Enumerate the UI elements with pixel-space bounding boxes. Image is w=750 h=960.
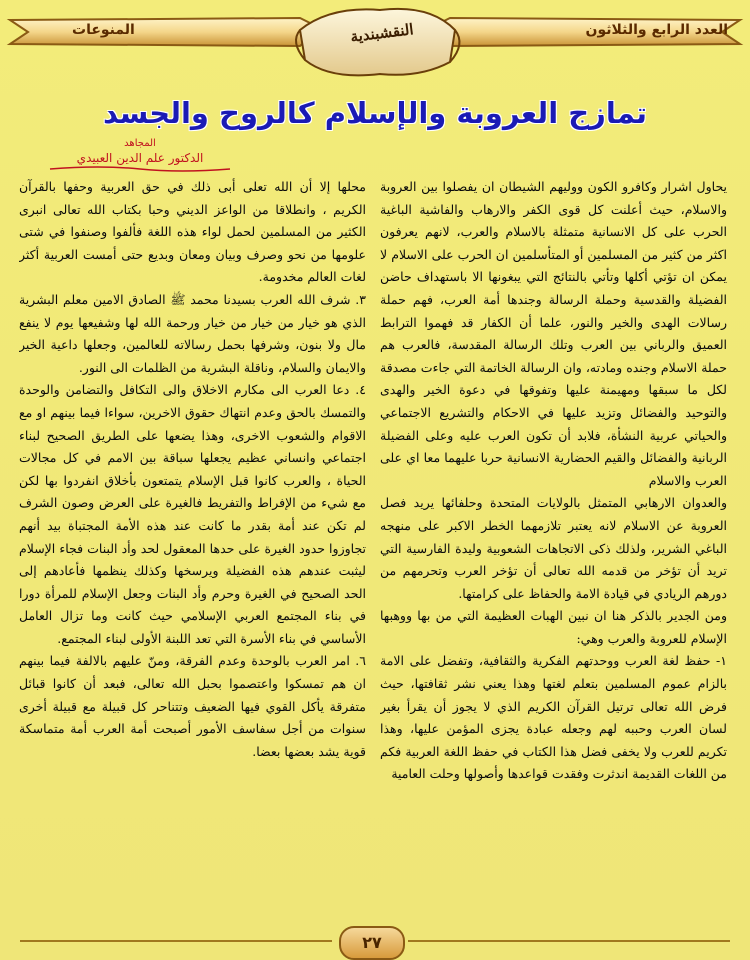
paragraph: محلها إلا أن الله تعلى أبى ذلك في حق العربية وحفها بالقرآن الكريم ، وانطلاقا من الواعز الديني وحبا بكتاب الله تعالى انبرى الكثير من المسلمين لحمل لواء هذه اللغة فألفوا وصنفوا في شتى علومها من نحو وصرف وبيان ومعان وبديع حتى أمست العربية أكثر لغات العالم مخدومة.: [19, 179, 366, 285]
article-column-left: [19, 176, 366, 916]
paragraph: ١- حفظ لغة العرب ووحدتهم الفكرية والثقافية، وتفضل على الامة بالزام عموم المسلمين بتعلم لغتها وهذا يعني نشر ثقافتها، حيث فرض الله تعالى ترتيل القرآن الكريم الذي لا يجوز أن يقرأ بغير لسان العرب وحببه لهم وجعله عبادة يجزى المؤمن عليها، وهذا تكريم للعرب ولا يخفى فضل هذا الكتاب في حفظ اللغة العربية فكم من اللغات القديمة اندثرت وفقدت قواعدها وأصولها وحلت العامية: [380, 653, 727, 782]
author-byline: [40, 138, 240, 165]
footer-rule-right: [408, 940, 730, 942]
paragraph: ٤. دعا العرب الى مكارم الاخلاق والى التكافل والتضامن والوحدة والتمسك بالحق وعدم انتهاك حقوق الاخرين، سواءا فيما بينهم او مع الاقوام والشعوب الاخرى، وهذا يضعها على الطريق الصحيح لبناء اجتماعي وانساني عظيم يجعلها سباقة بين الامم في كل مجالات الحياة ، والعرب كانوا قبل الإسلام يتمتعون بأخلاق انفردوا بها لكن مع شيء من الإفراط والتفريط فالغيرة على العرض وصون الشرف لم تكن عند أمة بقدر ما كانت عند هذه الأمة المجتباة بيد أنهم تجاوزوا حدود الغيرة على حدها المعقول لحد وأد البنات فجاء الإسلام ليثبت عندهم هذه الفضيلة ويرسخها وكذلك ينظمها فأعادهم إلى الحد الصحيح في الغيرة وحرم وأد البنات وجعل الإسلام للمرأة دورا في بناء المجتمع العربي الإسلامي حيث كانت وما تزال العامل الأساسي في بناء الأسرة التي تعد اللبنة الأولى لبناء المجتمع.: [19, 382, 366, 646]
issue-number: العدد الرابع والثلاثون: [585, 22, 728, 38]
section-name: المنوعات: [72, 22, 135, 38]
article-title: تمازج العروبة والإسلام كالروح والجسد: [102, 96, 648, 130]
paragraph: ٣. شرف الله العرب بسيدنا محمد ﷺ الصادق الامين معلم البشرية الذي هو خيار من خيار من خيار ورحمة الله لها وشفيعها يوم لا ينفع مال ولا بنون، وشرفها بحمل رسالاته للعالمين، وجعلها داعية الخير والايمان والسلام، وناقلة البشرية من الظلمات الى النور.: [19, 291, 366, 375]
author-role: المجاهد: [124, 138, 156, 149]
paragraph: والعدوان الارهابي المتمثل بالولايات المتحدة وحلفائها يريد فصل العروبة عن الاسلام لانه يعتبر تلازمهما الخطر الاكبر على منهجه الباغي الشرير، ولذلك ذكى الاتجاهات الشعوبية وليدة الفارسية التي تريد أن تؤخر من قدمه الله تعالى أن تؤخر العرب وتحرمهم من دورهم الريادي في قيادة الامة والحفاظ على كرامتها.: [380, 495, 727, 601]
paragraph: يحاول اشرار وكافرو الكون ووليهم الشيطان ان يفصلوا بين العروبة والاسلام، حيث أعلنت كل قوى الكفر والارهاب والفاشية الباغية الحرب على كل الانسانية متمثلة بالاسلام والعرب، لانهم يعرفون اكثر من كثير من المسلمين أو المتأسلمين ان الحرب على الاسلام لا يمكن ان تؤتي أكلها وتأتي بالنتائج التي يبغونها الا باستهداف حاضن الفضيلة والقدسية وحملة الرسالة وجندها أمة العرب، فهم حملة رسالات الهدى والخير والنور، علما أن الكفار قد فهموا الترابط العميق والرباني بين العرب وتلك الرسالة المقدسة، فالعرب هم حملة الاسلام وجنده ومادته، وان الرسالة الخاتمة التي جاءت مصدقة لكل ما سبقها ومهيمنة عليها وتفوقها في دعوة الخير والهدى والتوحيد والفضائل وتزيد عليها في الاحكام والتشريع الاجتماعي والحياتي عربية النشأة، فلابد أن تكون العرب عليه وعلى الفضيلة الربانية والفضائل والقيم الحضارية الانسانية حربا عليهما معا اي على العرب والاسلام: [380, 179, 727, 488]
author-underline-flourish: [40, 164, 240, 174]
page-number: ٢٧: [339, 926, 405, 960]
paragraph: ٦. امر العرب بالوحدة وعدم الفرقة، ومنّ عليهم بالالفة فيما بينهم ان هم تمسكوا واعتصموا بحبل الله تعالى، فبعد أن كانوا قبائل متفرقة يأكل القوي فيها الضعيف وتتناحر كل قبيلة مع قبيلة أخرى سنوات من أجل سفاسف الأمور أصبحت أمة العرب أمة متماسكة قوية يشد بعضها بعضا.: [19, 653, 366, 759]
paragraph: ومن الجدير بالذكر هنا ان نبين الهبات العظيمة التي من بها ووهبها الإسلام للعروبة والعرب وهي:: [380, 608, 727, 646]
article-column-right: [380, 176, 727, 916]
author-name: الدكتور علم الدين العبيدي: [76, 151, 204, 165]
magazine-name-scroll: النقشبندية: [349, 20, 415, 46]
footer-rule-left: [20, 940, 332, 942]
header-banner: [0, 0, 750, 90]
